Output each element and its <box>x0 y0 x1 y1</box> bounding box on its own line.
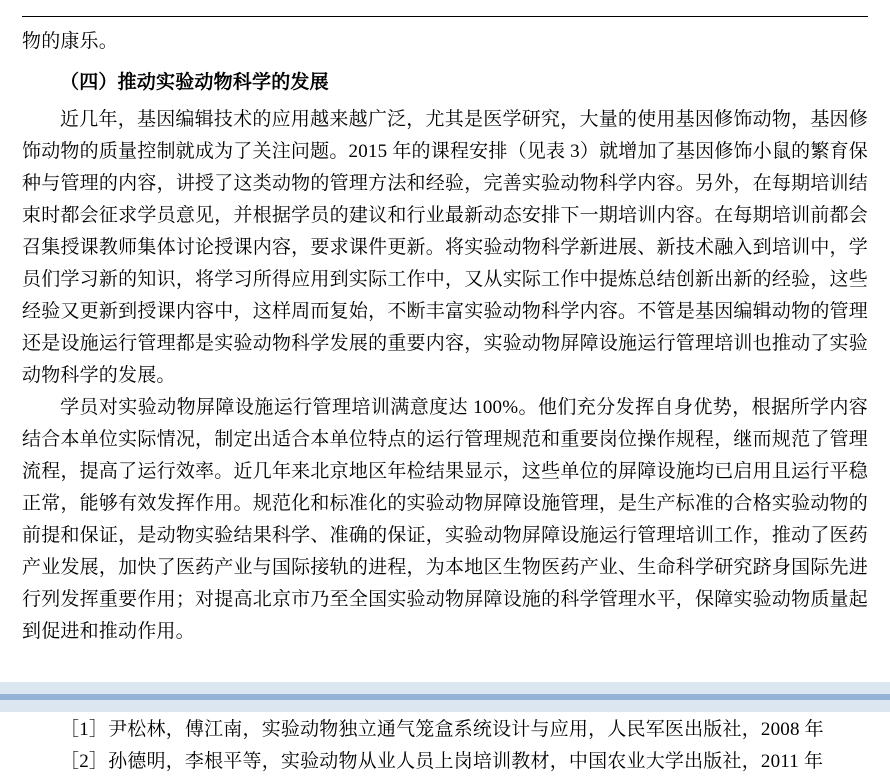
document-body <box>22 26 868 778</box>
body-paragraph-2: 学员对实验动物屏障设施运行管理培训满意度达 100%。他们充分发挥自身优势，根据所学内容结合本单位实际情况，制定出适合本单位特点的运行管理规范和重要岗位操作规程，继而规范了管理流程，提高了运行效率。近几年来北京地区年检结果显示，这些单位的屏障设施均已启用且运行平稳正常，能够有效发挥作用。规范化和标准化的实验动物屏障设施管理，是生产标准的合格实验动物的前提和保证，是动物实验结果科学、准确的保证，实验动物屏障设施运行管理培训工作，推动了医药产业发展，加快了医药产业与国际接轨的进程，为本地区生物医药产业、生命科学研究跻身国际先进行列发挥重要作用；对提高北京市乃至全国实验动物屏障设施的科学管理水平，保障实验动物质量起到促进和推动作用。 <box>22 397 868 642</box>
body-paragraph-1: 近几年，基因编辑技术的应用越来越广泛，尤其是医学研究，大量的使用基因修饰动物，基因修饰动物的质量控制就成为了关注问题。2015 年的课程安排（见表 3）就增加了基因修饰小鼠的繁育保种与管理的内容，讲授了这类动物的管理方法和经验，完善实验动物科学内容。另外，在每期培训结束时都会征求学员意见，并根据学员的建议和行业最新动态安排下一期培训内容。在每期培训前都会召集授课教师集体讨论授课内容，要求课件更新。将实验动物科学新进展、新技术融入到培训中，学员们学习新的知识，将学习所得应用到实际工作中，又从实际工作中提炼总结创新出新的经验，这些经验又更新到授课内容中，这样周而复始，不断丰富实验动物科学内容。不管是基因编辑动物的管理还是设施运行管理都是实验动物科学发展的重要内容，实验动物屏障设施运行管理培训也推动了实验动物科学的发展。 <box>22 109 868 386</box>
continuation-line: 物的康乐。 <box>22 31 119 52</box>
reference-item-1: ［1］尹松林，傅江南，实验动物独立通气笼盒系统设计与应用，人民军医出版社，2008 年 <box>60 719 824 740</box>
page-top-rule <box>22 16 868 17</box>
page-footer-accent-line <box>0 694 890 700</box>
page-footer-band <box>0 682 890 712</box>
reference-item-2: ［2］孙德明，李根平等，实验动物从业人员上岗培训教材，中国农业大学出版社，2011 年 <box>60 751 824 772</box>
section-heading: （四）推动实验动物科学的发展 <box>60 72 329 93</box>
